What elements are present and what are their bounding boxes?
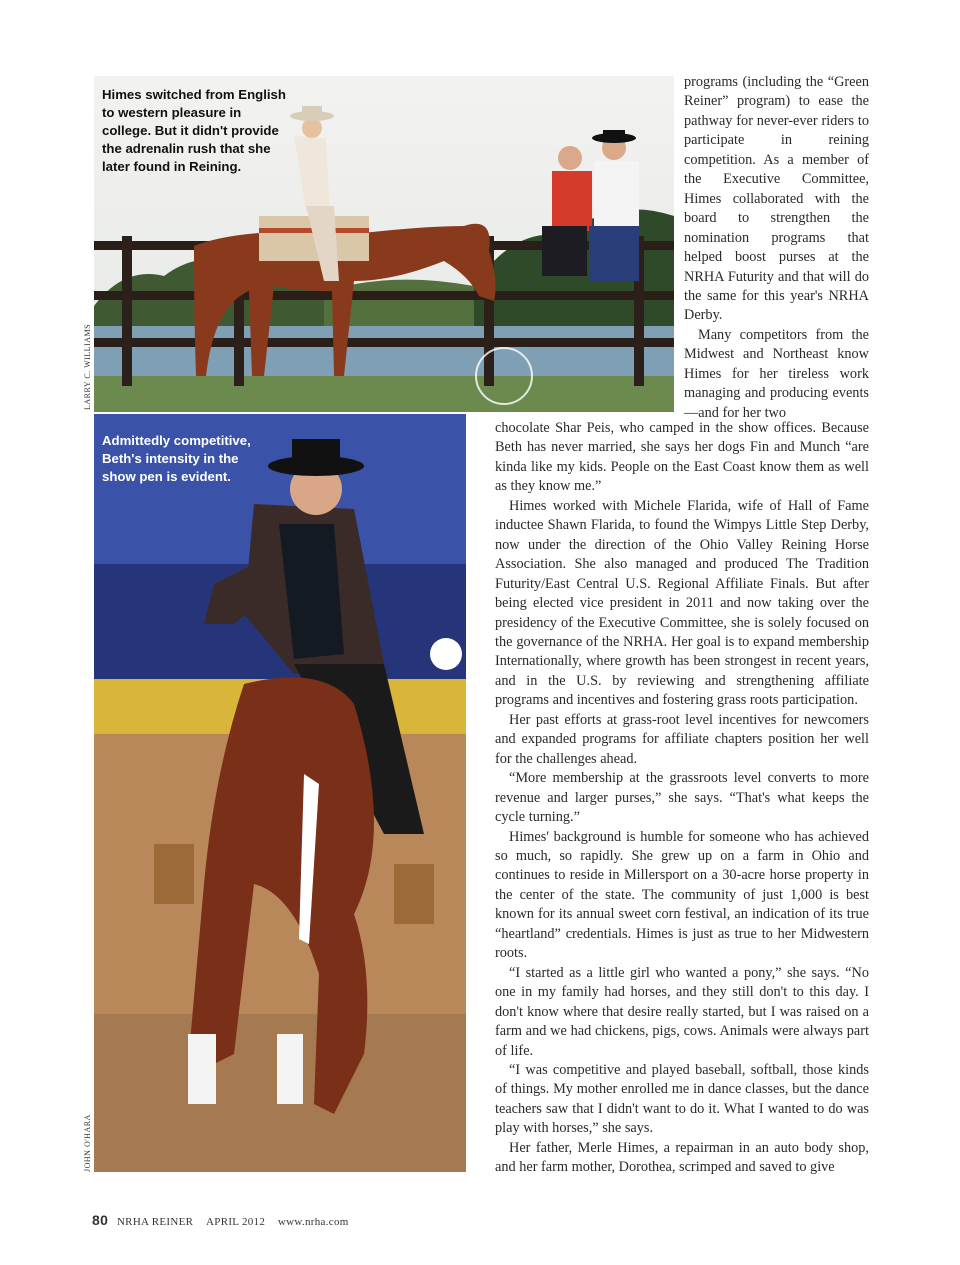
article-paragraph: Himes worked with Michele Flarida, wife of Hall of Fame inductee Shawn Flarida, to found the Wimpys Little Step Derby, now under the direction of the Ohio Valley Reining Horse Association. She also managed and produced The Tradition Futurity/East Central U.S. Regional Affiliate Finals. But after being elected vice president in 2011 and now taking over the presidency of the Executive Committee, she is solely focused on the governance of the NRHA. Her goal is to expand membership Internationally, where growth has been strongest in recent years, and in the U.S. by reviewing and strengthening affiliate programs and incentives and fostering grass roots participation. xyxy=(495,497,869,709)
article-paragraph: “More membership at the grassroots level converts to more revenue and larger purses,” she says. “That's what keeps the cycle turning.” xyxy=(495,770,869,826)
photo2-caption: Admittedly competitive, Beth's intensity in the show pen is evident. xyxy=(102,433,251,484)
issue-date: APRIL 2012 xyxy=(206,1216,266,1228)
article-paragraph: “I started as a little girl who wanted a pony,” she says. “No one in my family had horses, and they still don't to this day. I don't know where that desire really started, but I was raised on a farm and we had chickens, pigs, cows. Animals were always part of life. xyxy=(495,964,869,1059)
article-paragraph: programs (including the “Green Reiner” program) to ease the pathway for never-ever riders to participate in reining competition. As a member of the Executive Committee, Himes collaborated with the board to strengthen the nomination programs that helped boost purses at the NRHA Futurity and that will do the same for this year's NRHA Derby. xyxy=(684,74,869,324)
article-paragraph: Himes' background is humble for someone who has achieved so much, so rapidly. She grew up on a farm in Ohio and continues to reside in Millersport on a 30-acre horse property in the center of the state. The community of just 1,000 is best known for its annual sweet corn festival, an indication of its true “heartland” credentials. Himes is just as true to her Midwestern roots. xyxy=(495,828,869,962)
article-paragraph: chocolate Shar Peis, who camped in the show offices. Because Beth has never married, she says her dogs Fin and Munch “are kinda like my kids. People on the East Coast know them as well as they know me.” xyxy=(495,420,869,495)
photo-reining-show-pen xyxy=(94,414,466,1172)
article-paragraph: Many competitors from the Midwest and Northeast know Himes for her tireless work managing and producing events—and for her two xyxy=(684,326,869,421)
photo1-credit: LARRY C. WILLIAMS xyxy=(83,323,92,410)
photo-reining-show-pen-image xyxy=(94,414,466,1172)
photo1-caption: Himes switched from English to western pleasure in college. But it didn't provide the adrenalin rush that she later found in Reining. xyxy=(102,87,286,174)
photo2-credit: JOHN O'HARA xyxy=(83,1114,92,1172)
article-paragraph: “I was competitive and played baseball, softball, those kinds of things. My mother enrolled me in dance classes, but the dance teachers saw that I didn't want to do it. What I wanted to do was play with horses,” she says. xyxy=(495,1061,869,1137)
article-paragraph: Her father, Merle Himes, a repairman in an auto body shop, and her farm mother, Dorothea, scrimped and saved to give xyxy=(495,1139,869,1176)
page-footer xyxy=(92,1212,359,1228)
article-narrow-column xyxy=(684,73,869,423)
article-wide-column xyxy=(495,419,869,1178)
photo-pleasure-riding xyxy=(94,76,674,412)
page-number: 80 xyxy=(92,1212,109,1228)
website-link[interactable]: www.nrha.com xyxy=(277,1216,349,1228)
publication-name: NRHA REINER xyxy=(116,1216,194,1228)
article-paragraph: Her past efforts at grass-root level incentives for newcomers and expanded programs for affiliate chapters position her well for the challenges ahead. xyxy=(495,711,869,767)
